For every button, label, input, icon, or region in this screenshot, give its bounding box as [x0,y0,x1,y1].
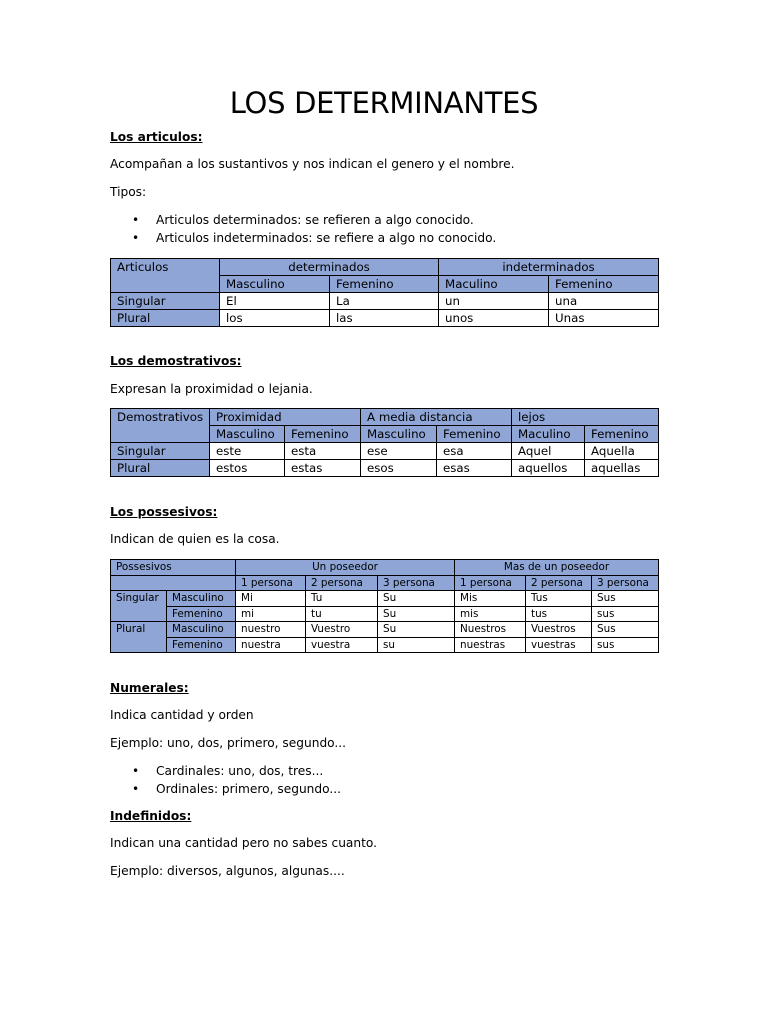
table-group-header: A media distancia [361,409,512,426]
articulos-description: Acompañan a los sustantivos y nos indican el genero y el nombre. [110,157,515,171]
table-subheader: Femenino [285,426,361,443]
table-row-label: Plural [111,310,220,327]
table-row [111,293,659,310]
table-cell: vuestra [306,637,378,653]
bullet-icon: • [132,764,140,778]
indefinidos-description: Indican una cantidad pero no sabes cuanto. [110,836,378,850]
table-cell: Aquel [512,443,585,460]
table-row [111,591,659,607]
posesivos-table [110,559,659,653]
table-subheader: Masculino [220,276,330,293]
table-cell: El [220,293,330,310]
table-header-row [111,560,659,576]
table-cell: Su [378,622,455,638]
table-subheader: 2 persona [306,575,378,591]
table-corner-cell: Demostrativos [111,409,210,443]
table-cell: vuestras [526,637,592,653]
table-subheader: 1 persona [455,575,526,591]
table-row [111,443,659,460]
table-row-gender: Masculino [167,591,236,607]
table-subheader: Femenino [549,276,659,293]
posesivos-heading: Los possesivos: [110,505,218,519]
table-cell: sus [592,637,659,653]
table-subheader: Masculino [361,426,437,443]
articulos-table [110,258,659,327]
table-row [111,622,659,638]
table-cell: Sus [592,622,659,638]
bullet-item: Cardinales: uno, dos, tres... [156,764,324,778]
table-corner-cell: Articulos [111,259,220,293]
table-row-label: Plural [111,460,210,477]
demostrativos-description: Expresan la proximidad o lejania. [110,382,313,396]
table-cell: sus [592,606,659,622]
table-cell: aquellas [585,460,659,477]
bullet-icon: • [132,231,140,245]
table-cell: este [210,443,285,460]
table-row-label: Singular [111,443,210,460]
table-row [111,460,659,477]
numerales-description: Indica cantidad y orden [110,708,254,722]
table-corner-cell: Possesivos [111,560,236,576]
bullet-icon: • [132,782,140,796]
page-title: LOS DETERMINANTES [229,86,539,120]
table-cell: Vuestros [526,622,592,638]
table-subheader-row [111,575,659,591]
table-subheader: 2 persona [526,575,592,591]
table-corner-cell-empty [111,575,236,591]
indefinidos-example: Ejemplo: diversos, algunos, algunas.... [110,864,345,878]
table-row-number: Plural [111,622,167,653]
table-cell: un [439,293,549,310]
numerales-example: Ejemplo: uno, dos, primero, segundo... [110,736,347,750]
table-cell: aquellos [512,460,585,477]
articulos-heading: Los articulos: [110,130,203,144]
table-cell: estas [285,460,361,477]
table-subheader: Femenino [437,426,512,443]
bullet-icon: • [132,213,140,227]
table-cell: Mi [236,591,306,607]
table-cell: los [220,310,330,327]
table-row-number: Singular [111,591,167,622]
table-group-header: Un poseedor [236,560,455,576]
table-cell: esos [361,460,437,477]
table-subheader: Femenino [330,276,439,293]
table-cell: estos [210,460,285,477]
table-subheader: Maculino [439,276,549,293]
table-cell: esas [437,460,512,477]
table-row-gender: Femenino [167,637,236,653]
table-subheader: 3 persona [592,575,659,591]
table-cell: Su [378,591,455,607]
table-subheader: 1 persona [236,575,306,591]
table-row [111,606,659,622]
posesivos-description: Indican de quien es la cosa. [110,532,280,546]
demostrativos-table [110,408,659,477]
table-group-header: determinados [220,259,439,276]
demostrativos-heading: Los demostrativos: [110,354,242,368]
table-row-gender: Femenino [167,606,236,622]
table-cell: Aquella [585,443,659,460]
table-row-gender: Masculino [167,622,236,638]
table-subheader: Femenino [585,426,659,443]
tipos-label: Tipos: [110,185,147,199]
table-cell: mis [455,606,526,622]
table-group-header: lejos [512,409,659,426]
table-cell: nuestra [236,637,306,653]
table-subheader: Maculino [512,426,585,443]
table-cell: esa [437,443,512,460]
table-group-header: Proximidad [210,409,361,426]
table-cell: una [549,293,659,310]
table-cell: Unas [549,310,659,327]
table-header-row [111,259,659,276]
table-cell: ese [361,443,437,460]
table-subheader: 3 persona [378,575,455,591]
table-group-header: indeterminados [439,259,659,276]
table-row [111,310,659,327]
table-cell: unos [439,310,549,327]
table-cell: tus [526,606,592,622]
table-cell: La [330,293,439,310]
table-row-label: Singular [111,293,220,310]
table-cell: esta [285,443,361,460]
table-cell: nuestro [236,622,306,638]
table-cell: Tu [306,591,378,607]
table-row [111,637,659,653]
table-cell: tu [306,606,378,622]
table-cell: mi [236,606,306,622]
table-cell: su [378,637,455,653]
indefinidos-heading: Indefinidos: [110,809,192,823]
table-cell: las [330,310,439,327]
table-cell: Vuestro [306,622,378,638]
table-subheader: Masculino [210,426,285,443]
table-cell: Nuestros [455,622,526,638]
bullet-item: Articulos determinados: se refieren a algo conocido. [156,213,474,227]
table-header-row [111,409,659,426]
table-cell: Su [378,606,455,622]
bullet-item: Articulos indeterminados: se refiere a algo no conocido. [156,231,497,245]
numerales-heading: Numerales: [110,681,189,695]
table-cell: nuestras [455,637,526,653]
table-cell: Sus [592,591,659,607]
table-group-header: Mas de un poseedor [455,560,659,576]
table-cell: Mis [455,591,526,607]
table-cell: Tus [526,591,592,607]
bullet-item: Ordinales: primero, segundo... [156,782,342,796]
